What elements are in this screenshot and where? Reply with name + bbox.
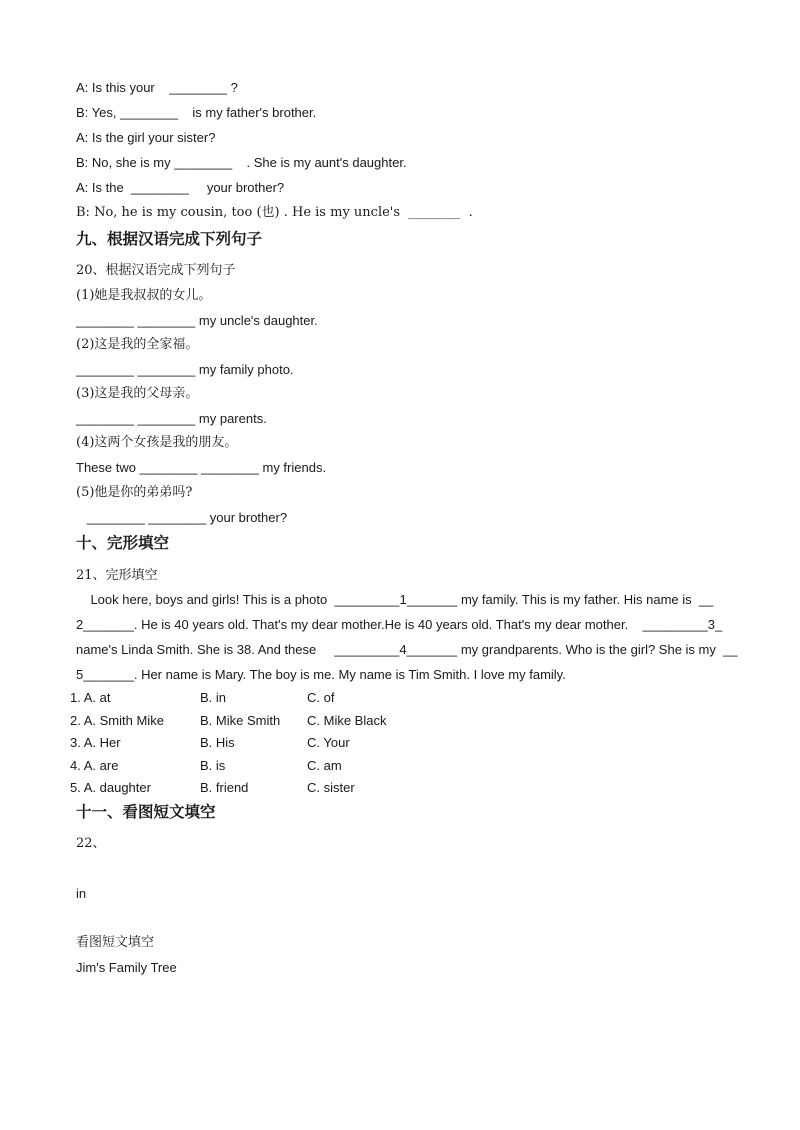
question-number: 21、完形填空 (76, 568, 158, 583)
option-b: B. Mike Smith (200, 713, 281, 728)
chinese-prompt: (2)这是我的全家福。 (76, 337, 199, 352)
passage-line: Look here, boys and girls! This is a photo _________1_______ my family. This is my father. His name is __ (76, 592, 714, 607)
option-c: C. Mike Black (307, 713, 387, 728)
option-a: 1. A. at (70, 690, 111, 705)
chinese-prompt: (5)他是你的弟弟吗? (76, 485, 193, 500)
passage-line: name's Linda Smith. She is 38. And these _________4_______ my grandparents. Who is the girl? She is my __ (76, 642, 738, 657)
word-in: in (76, 886, 87, 901)
subtitle: 看图短文填空 (76, 935, 155, 950)
option-a: 3. A. Her (70, 735, 121, 750)
dialogue-line: B: Yes, ________ is my father's brother. (76, 105, 317, 120)
dialogue-line: B: No, he is my cousin, too (也) . He is my uncle's ________ . (76, 205, 473, 220)
family-tree-title: Jim's Family Tree (76, 960, 177, 975)
english-answer-line: These two ________ ________ my friends. (76, 460, 327, 475)
option-a: 5. A. daughter (70, 780, 151, 795)
section-heading-9: 九、根据汉语完成下列句子 (76, 229, 263, 248)
option-a: 2. A. Smith Mike (70, 713, 164, 728)
question-number: 20、根据汉语完成下列句子 (76, 263, 236, 278)
dialogue-line: A: Is the ________ your brother? (76, 180, 285, 195)
option-c: C. sister (307, 780, 355, 795)
english-answer-line: ________ ________ your brother? (76, 510, 288, 525)
option-c: C. of (307, 690, 335, 705)
chinese-prompt: (1)她是我叔叔的女儿。 (76, 288, 212, 303)
option-b: B. His (200, 735, 235, 750)
option-b: B. is (200, 758, 226, 773)
english-answer-line: ________ ________ my family photo. (76, 362, 294, 377)
question-number: 22、 (76, 836, 106, 851)
section-heading-11: 十一、看图短文填空 (76, 802, 216, 821)
chinese-prompt: (4)这两个女孩是我的朋友。 (76, 435, 238, 450)
english-answer-line: ________ ________ my uncle's daughter. (76, 313, 318, 328)
english-answer-line: ________ ________ my parents. (76, 411, 267, 426)
option-b: B. in (200, 690, 227, 705)
option-c: C. Your (307, 735, 350, 750)
dialogue-line: A: Is this your ________ ? (76, 80, 238, 95)
option-c: C. am (307, 758, 342, 773)
dialogue-line: B: No, she is my ________ . She is my aunt's daughter. (76, 155, 407, 170)
passage-line: 2_______. He is 40 years old. That's my dear mother.He is 40 years old. That's my dear mother. _________3_ (76, 617, 723, 632)
section-heading-10: 十、完形填空 (76, 533, 170, 552)
option-a: 4. A. are (70, 758, 119, 773)
dialogue-line: A: Is the girl your sister? (76, 130, 216, 145)
option-b: B. friend (200, 780, 249, 795)
passage-line: 5_______. Her name is Mary. The boy is me. My name is Tim Smith. I love my family. (76, 667, 566, 682)
chinese-prompt: (3)这是我的父母亲。 (76, 386, 199, 401)
